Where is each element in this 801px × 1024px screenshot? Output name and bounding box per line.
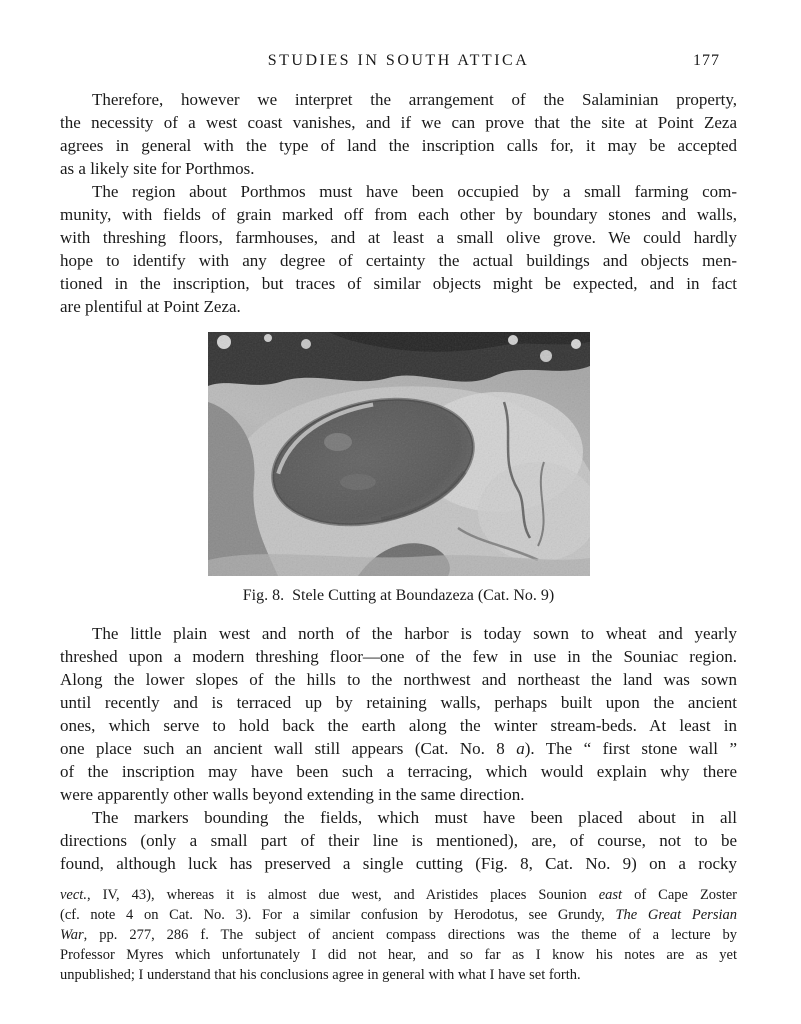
page-number: 177: [693, 52, 720, 69]
text-segment: (cf. note 4 on Cat. No. 3). For a similar confusion by Herodotus, see Grundy,: [60, 907, 616, 923]
text-line: Along the lower slopes of the hills to the northwest and northeast the land was sown: [60, 670, 737, 689]
text-line: the necessity of a west coast vanishes, and if we can prove that the site at Point Zeza: [60, 113, 737, 132]
paragraph: [60, 806, 737, 875]
text-line: found, although luck has preserved a single cutting (Fig. 8, Cat. No. 9) on a rocky: [60, 854, 737, 873]
text-line: unpublished; I understand that his conclusions agree in general with what I have set forth.: [60, 967, 581, 983]
text-line: agrees in general with the type of land the inscription calls for, it may be accepted: [60, 136, 737, 155]
text-line: [60, 737, 737, 760]
text-line: are plentiful at Point Zeza.: [60, 297, 241, 316]
text-line: tioned in the inscription, but traces of similar objects might be expected, and in fact: [60, 274, 737, 293]
text-line: munity, with fields of grain marked off from each other by boundary stones and walls,: [60, 205, 737, 224]
paragraph: [60, 180, 737, 318]
text-line: [60, 905, 737, 925]
text-line: hope to identify with any degree of certainty the actual buildings and objects men-: [60, 251, 737, 270]
text-line: were apparently other walls beyond extending in the same direction.: [60, 785, 525, 804]
text-line: directions (only a small part of their line is mentioned), are, of course, not to be: [60, 831, 737, 850]
text-segment: east: [598, 887, 623, 903]
paragraph: [60, 88, 737, 180]
text-line: The region about Porthmos must have been occupied by a small farming com-: [92, 182, 737, 201]
text-line: threshed upon a modern threshing floor—one of the few in use in the Souniac region.: [60, 647, 737, 666]
text-segment: War: [60, 927, 84, 943]
text-segment: The Great Persian: [615, 907, 737, 923]
running-head: STUDIES IN SOUTH ATTICA: [267, 52, 530, 69]
text-line: The markers bounding the fields, which must have been placed about in all: [92, 808, 737, 827]
text-line: until recently and is terraced up by retaining walls, perhaps built upon the ancient: [60, 693, 737, 712]
figure-8: [208, 332, 590, 606]
photo-grain-light: [208, 332, 590, 576]
text-segment: , pp. 277, 286 f. The subject of ancient compass directions was the theme of a lecture by: [83, 927, 737, 943]
text-line: Therefore, however we interpret the arrangement of the Salaminian property,: [92, 90, 737, 109]
text-segment: one place such an ancient wall still appears (Cat. No. 8: [60, 739, 517, 758]
text-line: ones, which serve to hold back the earth along the winter stream-beds. At least in: [60, 716, 737, 735]
footnote: [60, 885, 737, 985]
page-header: [60, 52, 737, 74]
text-segment: vect.: [60, 887, 87, 903]
stele-cutting-photo: [208, 332, 590, 576]
text-block-lower: [60, 622, 737, 875]
text-segment: a: [516, 739, 525, 758]
text-line: [60, 925, 737, 945]
text-segment: , IV, 43), whereas it is almost due west, and Aristides places Sounion: [86, 887, 599, 903]
paragraph: [60, 622, 737, 806]
text-segment: ). The “ first stone wall ”: [524, 739, 737, 758]
text-line: with threshing floors, farmhouses, and at least a small olive grove. We could hardly: [60, 228, 737, 247]
text-line: of the inscription may have been such a terracing, which would explain why there: [60, 762, 737, 781]
text-line: as a likely site for Porthmos.: [60, 159, 255, 178]
text-block-upper: [60, 88, 737, 318]
text-line: The little plain west and north of the harbor is today sown to wheat and yearly: [92, 624, 737, 643]
text-line: [60, 885, 737, 905]
text-segment: of Cape Zoster: [622, 887, 737, 903]
text-line: Professor Myres which unfortunately I did not hear, and so far as I know his notes are as yet: [60, 947, 737, 963]
paragraph: [60, 885, 737, 985]
figure-caption: Fig. 8. Stele Cutting at Boundazeza (Cat. No. 9): [242, 587, 555, 604]
